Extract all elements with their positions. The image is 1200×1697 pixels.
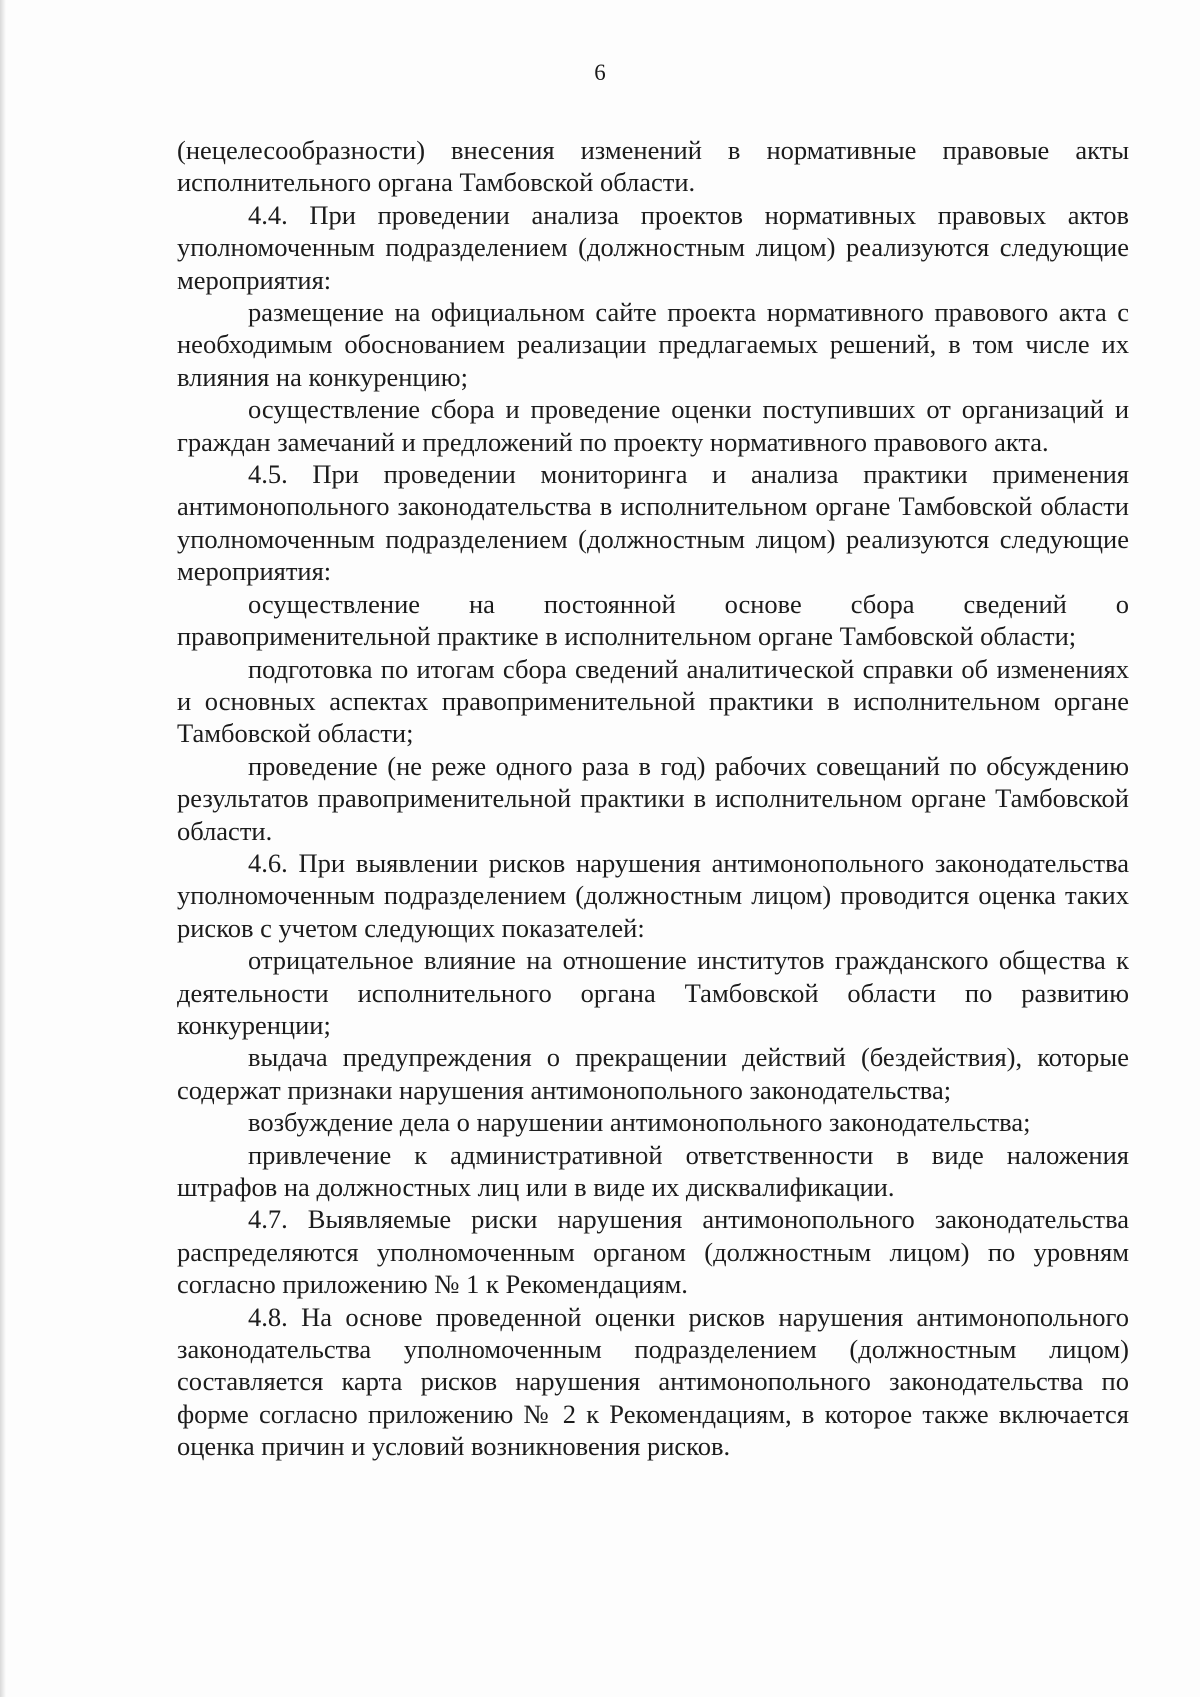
paragraph-0: (нецелесообразности) внесения изменений в нормативные правовые акты исполнительного органа Тамбовской области.	[177, 135, 1129, 198]
paragraph-4-5: 4.5. При проведении мониторинга и анализа практики применения антимонопольного законодательства в исполнительном органе Тамбовской области уполномоченным подразделением (должностным лицом) реализуются следующие мероприятия:	[177, 459, 1129, 587]
paragraph-4-4: 4.4. При проведении анализа проектов нормативных правовых актов уполномоченным подразделением (должностным лицом) реализуются следующие мероприятия:	[177, 199, 1129, 295]
paragraph-4-6-item-1: отрицательное влияние на отношение институтов гражданского общества к деятельности исполнительного органа Тамбовской области по развитию конкуренции;	[177, 945, 1129, 1040]
paragraph-4-5-item-2: подготовка по итогам сбора сведений аналитической справки об изменениях и основных аспектах правоприменительной практики в исполнительном органе Тамбовской области;	[177, 653, 1129, 749]
paragraph-4-6: 4.6. При выявлении рисков нарушения антимонопольного законодательства уполномоченным подразделением (должностным лицом) проводится оценка таких рисков с учетом следующих показателей:	[177, 847, 1129, 943]
document-body	[177, 134, 1129, 1463]
page-number: 6	[594, 60, 606, 85]
paragraph-4-5-item-3: проведение (не реже одного раза в год) рабочих совещаний по обсуждению результатов правоприменительной практики в исполнительном органе Тамбовской области.	[177, 750, 1129, 846]
scan-edge-shadow	[0, 0, 6, 1697]
paragraph-4-7: 4.7. Выявляемые риски нарушения антимонопольного законодательства распределяются уполномоченным органом (должностным лицом) по уровням согласно приложению № 1 к Рекомендациям.	[177, 1204, 1129, 1300]
paragraph-4-8: 4.8. На основе проведенной оценки рисков нарушения антимонопольного законодательства уполномоченным подразделением (должностным лицом) составляется карта рисков нарушения антимонопольного законодательства по форме согласно приложению № 2 к Рекомендациям, в которое также включается оценка причин и условий возникновения рисков.	[177, 1301, 1129, 1462]
paragraph-4-6-item-3: возбуждение дела о нарушении антимонопольного законодательства;	[248, 1107, 1031, 1138]
paragraph-4-6-item-4: привлечение к административной ответственности в виде наложения штрафов на должностных лиц или в виде их дисквалификации.	[177, 1139, 1129, 1202]
paragraph-4-4-item-2: осуществление сбора и проведение оценки поступивших от организаций и граждан замечаний и предложений по проекту нормативного правового акта.	[177, 394, 1129, 457]
paragraph-4-5-item-1: осуществление на постоянной основе сбора сведений о правоприменительной практике в исполнительном органе Тамбовской области;	[177, 588, 1129, 652]
paragraph-4-4-item-1: размещение на официальном сайте проекта нормативного правового акта с необходимым обоснованием реализации предлагаемых решений, в том числе их влияния на конкуренцию;	[177, 297, 1129, 392]
paragraph-4-6-item-2: выдача предупреждения о прекращении действий (бездействия), которые содержат признаки нарушения антимонопольного законодательства;	[177, 1042, 1129, 1105]
